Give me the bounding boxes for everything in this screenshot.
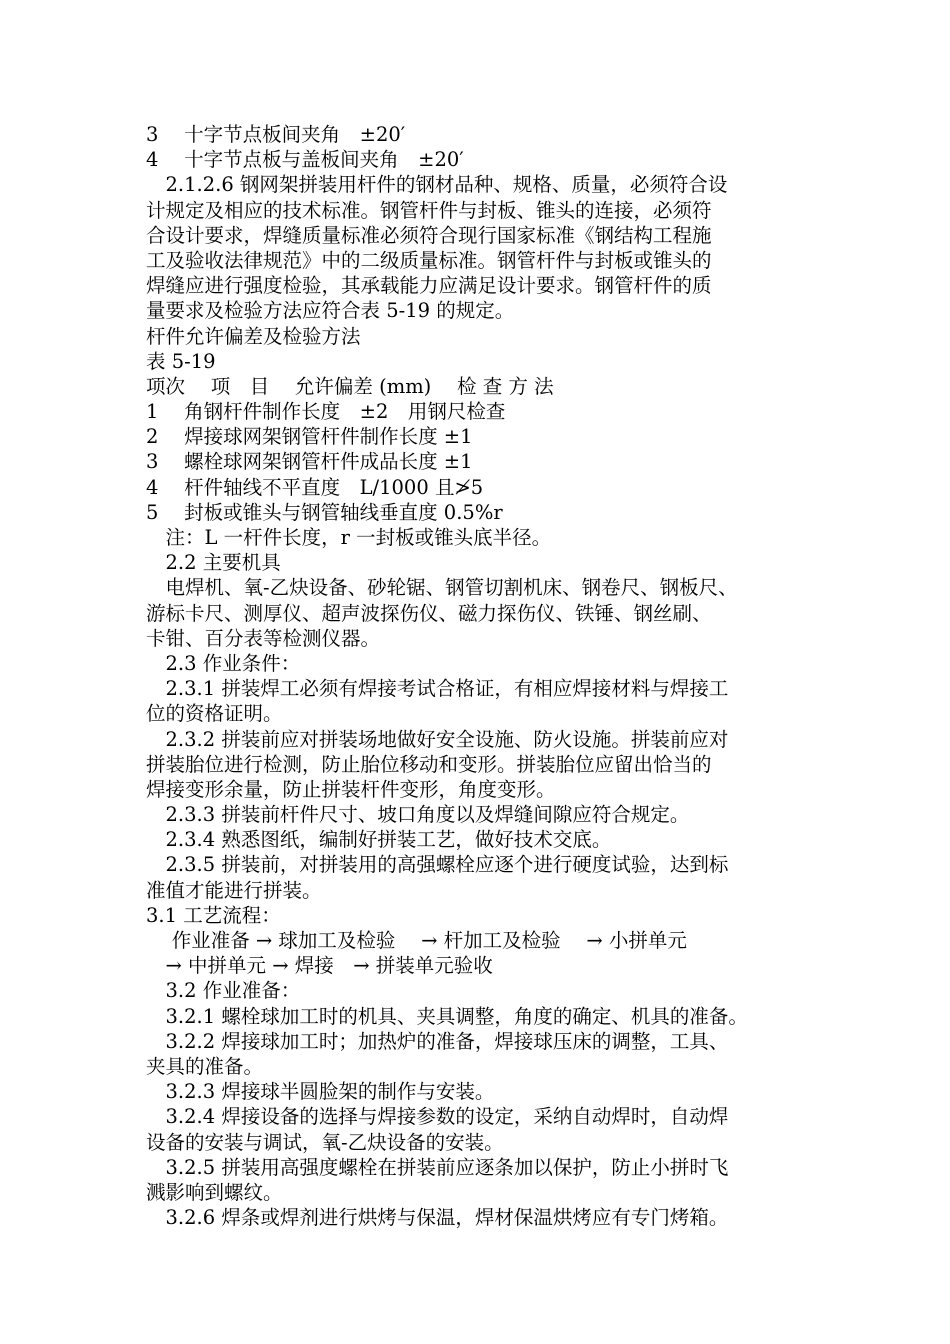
document-body xyxy=(146,122,826,1230)
paragraph-tools-line3: 卡钳、百分表等检测仪器。 xyxy=(146,626,381,650)
paragraph-3-2-6: 3.2.6 焊条或焊剂进行烘烤与保温，焊材保温烘烤应有专门烤箱。 xyxy=(146,1206,729,1230)
paragraph-3-2-2-line2: 夹具的准备。 xyxy=(146,1054,264,1078)
paragraph-2-1-2-6-line6: 量要求及检验方法应符合表 5-19 的规定。 xyxy=(146,299,515,323)
section-heading-3-2: 3.2 作业准备： xyxy=(146,979,301,1003)
paragraph-2-1-2-6: 2.1.2.6 钢网架拼装用杆件的钢材品种、规格、质量，必须符合设 xyxy=(146,173,728,197)
table-title: 杆件允许偏差及检验方法 xyxy=(146,324,361,348)
paragraph-3-2-2: 3.2.2 焊接球加工时；加热炉的准备，焊接球压床的调整，工具、 xyxy=(146,1029,729,1053)
paragraph-2-3-1-line2: 位的资格证明。 xyxy=(146,702,283,726)
process-flow-line2: → 中拼单元 → 焊接 → 拼装单元验收 xyxy=(146,954,493,978)
paragraph-3-2-5-line2: 溅影响到螺纹。 xyxy=(146,1180,283,1204)
paragraph-2-3-3: 2.3.3 拼装前杆件尺寸、坡口角度以及焊缝间隙应符合规定。 xyxy=(146,803,690,827)
paragraph-3-2-4-line2: 设备的安装与调试，氧-乙炔设备的安装。 xyxy=(146,1130,504,1154)
table-row: 3 螺栓球网架钢管杆件成品长度 ±1 xyxy=(146,450,473,474)
paragraph-2-3-5: 2.3.5 拼装前，对拼装用的高强螺栓应逐个进行硬度试验，达到标 xyxy=(146,853,729,877)
paragraph-2-1-2-6-line2: 计规定及相应的技术标准。钢管杆件与封板、锥头的连接，必须符 xyxy=(146,198,712,222)
paragraph-2-1-2-6-line3: 合设计要求，焊缝质量标准必须符合现行国家标准《钢结构工程施 xyxy=(146,223,712,247)
paragraph-3-2-5: 3.2.5 拼装用高强度螺栓在拼装前应逐条加以保护，防止小拼时飞 xyxy=(146,1155,729,1179)
paragraph-3-2-3: 3.2.3 焊接球半圆脸架的制作与安装。 xyxy=(146,1080,495,1104)
paragraph-2-1-2-6-line5: 焊缝应进行强度检验，其承载能力应满足设计要求。钢管杆件的质 xyxy=(146,274,712,298)
paragraph-tools-line2: 游标卡尺、测厚仪、超声波探伤仪、磁力探伤仪、铁锤、钢丝刷、 xyxy=(146,601,712,625)
paragraph-2-3-1: 2.3.1 拼装焊工必须有焊接考试合格证，有相应焊接材料与焊接工 xyxy=(146,677,729,701)
table-row: 2 焊接球网架钢管杆件制作长度 ±1 xyxy=(146,425,473,449)
paragraph-3-2-1: 3.2.1 螺栓球加工时的机具、夹具调整，角度的确定、机具的准备。 xyxy=(146,1004,748,1028)
paragraph-tools: 电焊机、氧-乙炔设备、砂轮锯、钢管切割机床、钢卷尺、钢板尺、 xyxy=(146,576,738,600)
paragraph-2-3-5-line2: 准值才能进行拼装。 xyxy=(146,878,322,902)
paragraph-2-1-2-6-line4: 工及验收法律规范》中的二级质量标准。钢管杆件与封板或锥头的 xyxy=(146,248,712,272)
paragraph-2-3-4: 2.3.4 熟悉图纸，编制好拼装工艺，做好技术交底。 xyxy=(146,828,612,852)
table-row: 5 封板或锥头与钢管轴线垂直度 0.5%r xyxy=(146,500,503,524)
table-row: 1 角钢杆件制作长度 ±2 用钢尺检查 xyxy=(146,400,506,424)
paragraph-3-2-4: 3.2.4 焊接设备的选择与焊接参数的设定，采纳自动焊时，自动焊 xyxy=(146,1105,729,1129)
paragraph-2-3-2-line2: 拼装胎位进行检测，防止胎位移动和变形。拼装胎位应留出恰当的 xyxy=(146,752,712,776)
paragraph-2-3-2-line3: 焊接变形余量，防止拼装杆件变形，角度变形。 xyxy=(146,777,556,801)
process-flow-line1: 作业准备 → 球加工及检验 → 杆加工及检验 → 小拼单元 xyxy=(146,929,687,952)
table-header: 项次 项 目 允许偏差 (mm) 检 查 方 法 xyxy=(146,374,554,398)
section-heading-2-2: 2.2 主要机具 xyxy=(146,551,281,575)
table-note: 注：L 一杆件长度，r 一封板或锥头底半径。 xyxy=(146,526,552,549)
section-heading-2-3: 2.3 作业条件： xyxy=(146,651,301,675)
table-row-cross-plate-cover-angle: 4 十字节点板与盖板间夹角 ±20′ xyxy=(146,148,464,172)
table-number: 表 5-19 xyxy=(146,349,216,373)
table-row: 4 杆件轴线不平直度 L/1000 且≯5 xyxy=(146,475,484,499)
paragraph-2-3-2: 2.3.2 拼装前应对拼装场地做好安全设施、防火设施。拼装前应对 xyxy=(146,727,729,751)
section-heading-3-1: 3.1 工艺流程： xyxy=(146,903,281,927)
table-row-cross-plate-angle: 3 十字节点板间夹角 ±20′ xyxy=(146,123,406,146)
